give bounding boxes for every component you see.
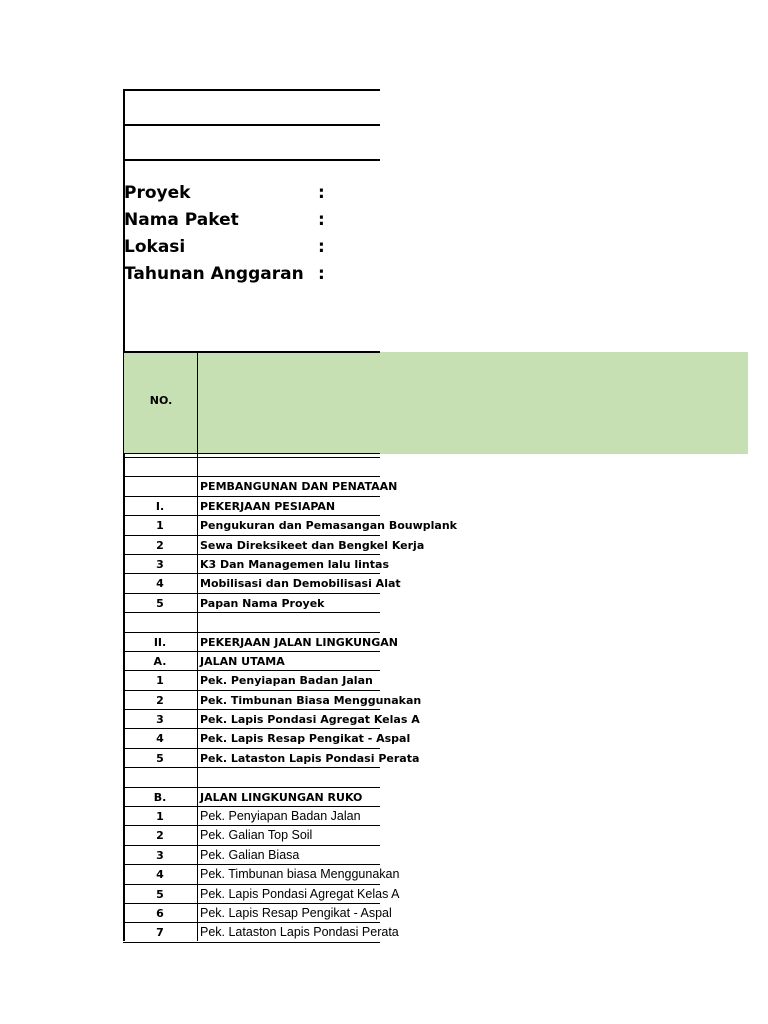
row-description: Pek. Galian Top Soil [200, 828, 313, 843]
table-row [123, 710, 420, 729]
title-top-border [123, 89, 380, 91]
table-row [123, 516, 457, 535]
table-row [123, 594, 380, 613]
row-description: Pek. Timbunan Biasa Menggunakan [200, 693, 422, 707]
table-row [123, 846, 380, 865]
table-row [123, 885, 400, 904]
row-description: Pek. Lataston Lapis Pondasi Perata [200, 925, 399, 940]
row-number: 5 [156, 887, 164, 901]
row-description: Pek. Lataston Lapis Pondasi Perata [200, 751, 420, 765]
label-proyek: Proyek [124, 183, 191, 203]
row-description: Pek. Lapis Resap Pengikat - Aspal [200, 905, 392, 920]
row-number: 1 [156, 810, 164, 824]
colon-proyek: : [318, 183, 325, 203]
row-number: 1 [156, 519, 164, 533]
row-description: PEMBANGUNAN DAN PENATAAN [200, 480, 398, 494]
colon-lokasi: : [318, 237, 325, 257]
header-bottom-border [123, 453, 380, 454]
row-number: 5 [156, 751, 164, 765]
row-number: II. [153, 635, 167, 649]
row-number: 2 [156, 829, 164, 843]
row-number: A. [153, 654, 167, 668]
row-number: 4 [156, 732, 164, 746]
table-row [123, 729, 411, 748]
row-number: 3 [156, 848, 164, 862]
label-tahunan-anggaran: Tahunan Anggaran [124, 264, 304, 284]
table-row [123, 536, 425, 555]
label-lokasi: Lokasi [124, 237, 186, 257]
table-row [123, 807, 380, 826]
label-nama-paket: Nama Paket [124, 210, 239, 230]
table-row [123, 826, 380, 845]
table-row [123, 904, 392, 923]
table-row [123, 768, 380, 787]
row-number: 7 [156, 926, 164, 940]
row-number: 2 [156, 538, 164, 552]
column-header-no: NO. [149, 394, 173, 407]
table-header-band [124, 352, 748, 454]
row-number: 4 [156, 577, 164, 591]
row-description: Sewa Direksikeet dan Bengkel Kerja [200, 538, 425, 552]
table-row [123, 749, 420, 768]
title-middle-border [123, 124, 380, 126]
row-description: Mobilisasi dan Demobilisasi Alat [200, 577, 401, 591]
row-description: Pek. Penyiapan Badan Jalan [200, 674, 373, 688]
row-number: 1 [156, 674, 164, 688]
row-number: B. [153, 790, 167, 804]
row-description: Pek. Galian Biasa [200, 847, 300, 862]
table-row [123, 477, 398, 496]
row-number: 4 [156, 868, 164, 882]
row-description: JALAN LINGKUNGAN RUKO [200, 790, 363, 804]
row-description: Pek. Lapis Pondasi Agregat Kelas A [200, 886, 400, 901]
item-table [123, 458, 457, 943]
header-top-border [123, 351, 380, 353]
table-row [123, 633, 398, 652]
table-row [123, 652, 380, 671]
table-row [123, 613, 380, 632]
table-row [123, 671, 380, 690]
table-row [123, 574, 401, 593]
table-row [123, 555, 389, 574]
row-description: PEKERJAAN JALAN LINGKUNGAN [200, 635, 398, 649]
row-number: I. [155, 499, 165, 513]
row-description: JALAN UTAMA [200, 654, 285, 668]
row-description: Pek. Lapis Resap Pengikat - Aspal [200, 732, 411, 746]
row-number: 3 [156, 557, 164, 571]
row-number: 6 [156, 906, 164, 920]
row-description: Pek. Timbunan biasa Menggunakan [200, 867, 400, 882]
row-description: Papan Nama Proyek [200, 596, 325, 610]
table-row [123, 923, 399, 942]
row-description: K3 Dan Managemen lalu lintas [200, 557, 389, 571]
row-number: 2 [156, 693, 164, 707]
table-row [123, 458, 380, 477]
row-description: Pengukuran dan Pemasangan Bouwplank [200, 519, 457, 533]
table-row [123, 497, 380, 516]
table-row [123, 788, 380, 807]
row-description: Pek. Penyiapan Badan Jalan [200, 809, 361, 824]
table-row [123, 691, 422, 710]
table-row [123, 865, 400, 884]
colon-nama-paket: : [318, 210, 325, 230]
row-description: PEKERJAAN PESIAPAN [200, 499, 336, 513]
row-number: 3 [156, 713, 164, 727]
colon-tahunan-anggaran: : [318, 264, 325, 284]
title-bottom-border [123, 159, 380, 161]
row-number: 5 [156, 596, 164, 610]
row-description: Pek. Lapis Pondasi Agregat Kelas A [200, 713, 420, 727]
